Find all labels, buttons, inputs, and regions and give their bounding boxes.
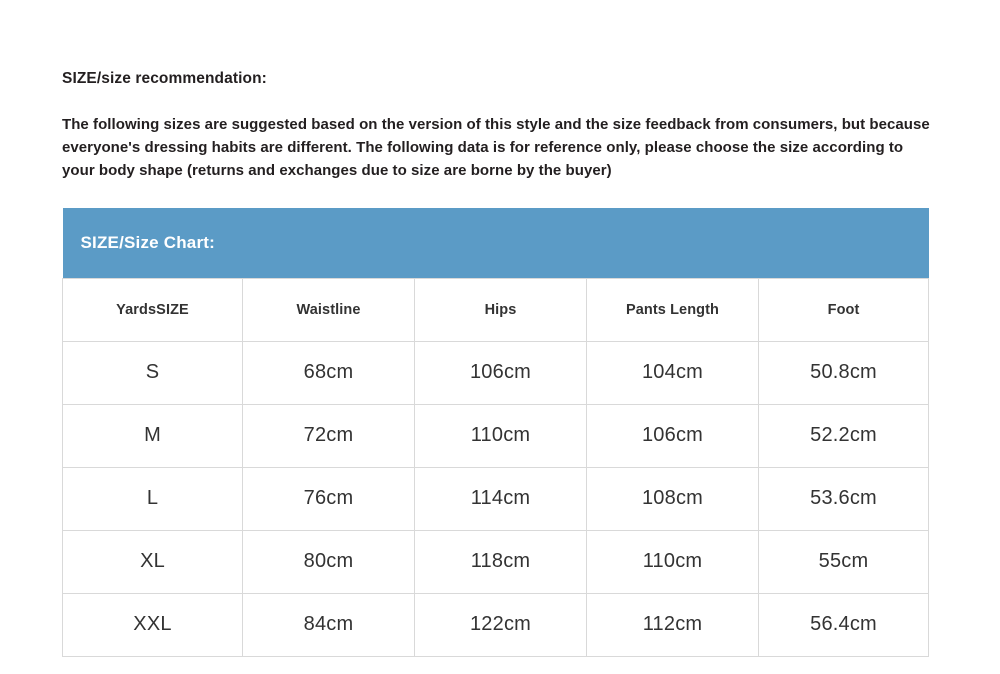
cell-hips: 114cm bbox=[415, 467, 587, 530]
cell-hips: 106cm bbox=[415, 341, 587, 404]
cell-waistline: 68cm bbox=[243, 341, 415, 404]
cell-foot: 50.8cm bbox=[759, 341, 929, 404]
cell-size: XL bbox=[63, 530, 243, 593]
cell-size: L bbox=[63, 467, 243, 530]
cell-foot: 55cm bbox=[759, 530, 929, 593]
cell-waistline: 76cm bbox=[243, 467, 415, 530]
size-chart-table bbox=[62, 208, 929, 657]
column-header-foot: Foot bbox=[759, 278, 929, 341]
cell-foot: 52.2cm bbox=[759, 404, 929, 467]
cell-pants-length: 112cm bbox=[587, 593, 759, 656]
chart-banner-label: SIZE/Size Chart: bbox=[63, 208, 929, 278]
cell-foot: 56.4cm bbox=[759, 593, 929, 656]
table-row bbox=[63, 404, 929, 467]
table-row bbox=[63, 341, 929, 404]
table-row bbox=[63, 530, 929, 593]
cell-waistline: 72cm bbox=[243, 404, 415, 467]
intro-paragraph-text: The following sizes are suggested based on the version of this style and the size feedback from consumers, but because everyone's dressing habits are different. The following data is for reference only, please choose the size according to your body shape (returns and exchanges due to size are borne by the buyer) bbox=[62, 115, 930, 180]
column-header-pants-length: Pants Length bbox=[587, 278, 759, 341]
cell-foot: 53.6cm bbox=[759, 467, 929, 530]
cell-hips: 110cm bbox=[415, 404, 587, 467]
table-row bbox=[63, 467, 929, 530]
cell-size: M bbox=[63, 404, 243, 467]
intro-paragraph bbox=[62, 113, 938, 183]
page-title: SIZE/size recommendation: bbox=[62, 70, 267, 87]
cell-pants-length: 104cm bbox=[587, 341, 759, 404]
cell-pants-length: 106cm bbox=[587, 404, 759, 467]
cell-size: S bbox=[63, 341, 243, 404]
column-header-yardssize: YardsSIZE bbox=[63, 278, 243, 341]
column-header-hips: Hips bbox=[415, 278, 587, 341]
cell-pants-length: 110cm bbox=[587, 530, 759, 593]
chart-banner-row bbox=[63, 208, 929, 278]
cell-waistline: 80cm bbox=[243, 530, 415, 593]
table-row bbox=[63, 593, 929, 656]
table-header-row bbox=[63, 278, 929, 341]
cell-waistline: 84cm bbox=[243, 593, 415, 656]
cell-hips: 122cm bbox=[415, 593, 587, 656]
cell-hips: 118cm bbox=[415, 530, 587, 593]
cell-size: XXL bbox=[63, 593, 243, 656]
column-header-waistline: Waistline bbox=[243, 278, 415, 341]
cell-pants-length: 108cm bbox=[587, 467, 759, 530]
